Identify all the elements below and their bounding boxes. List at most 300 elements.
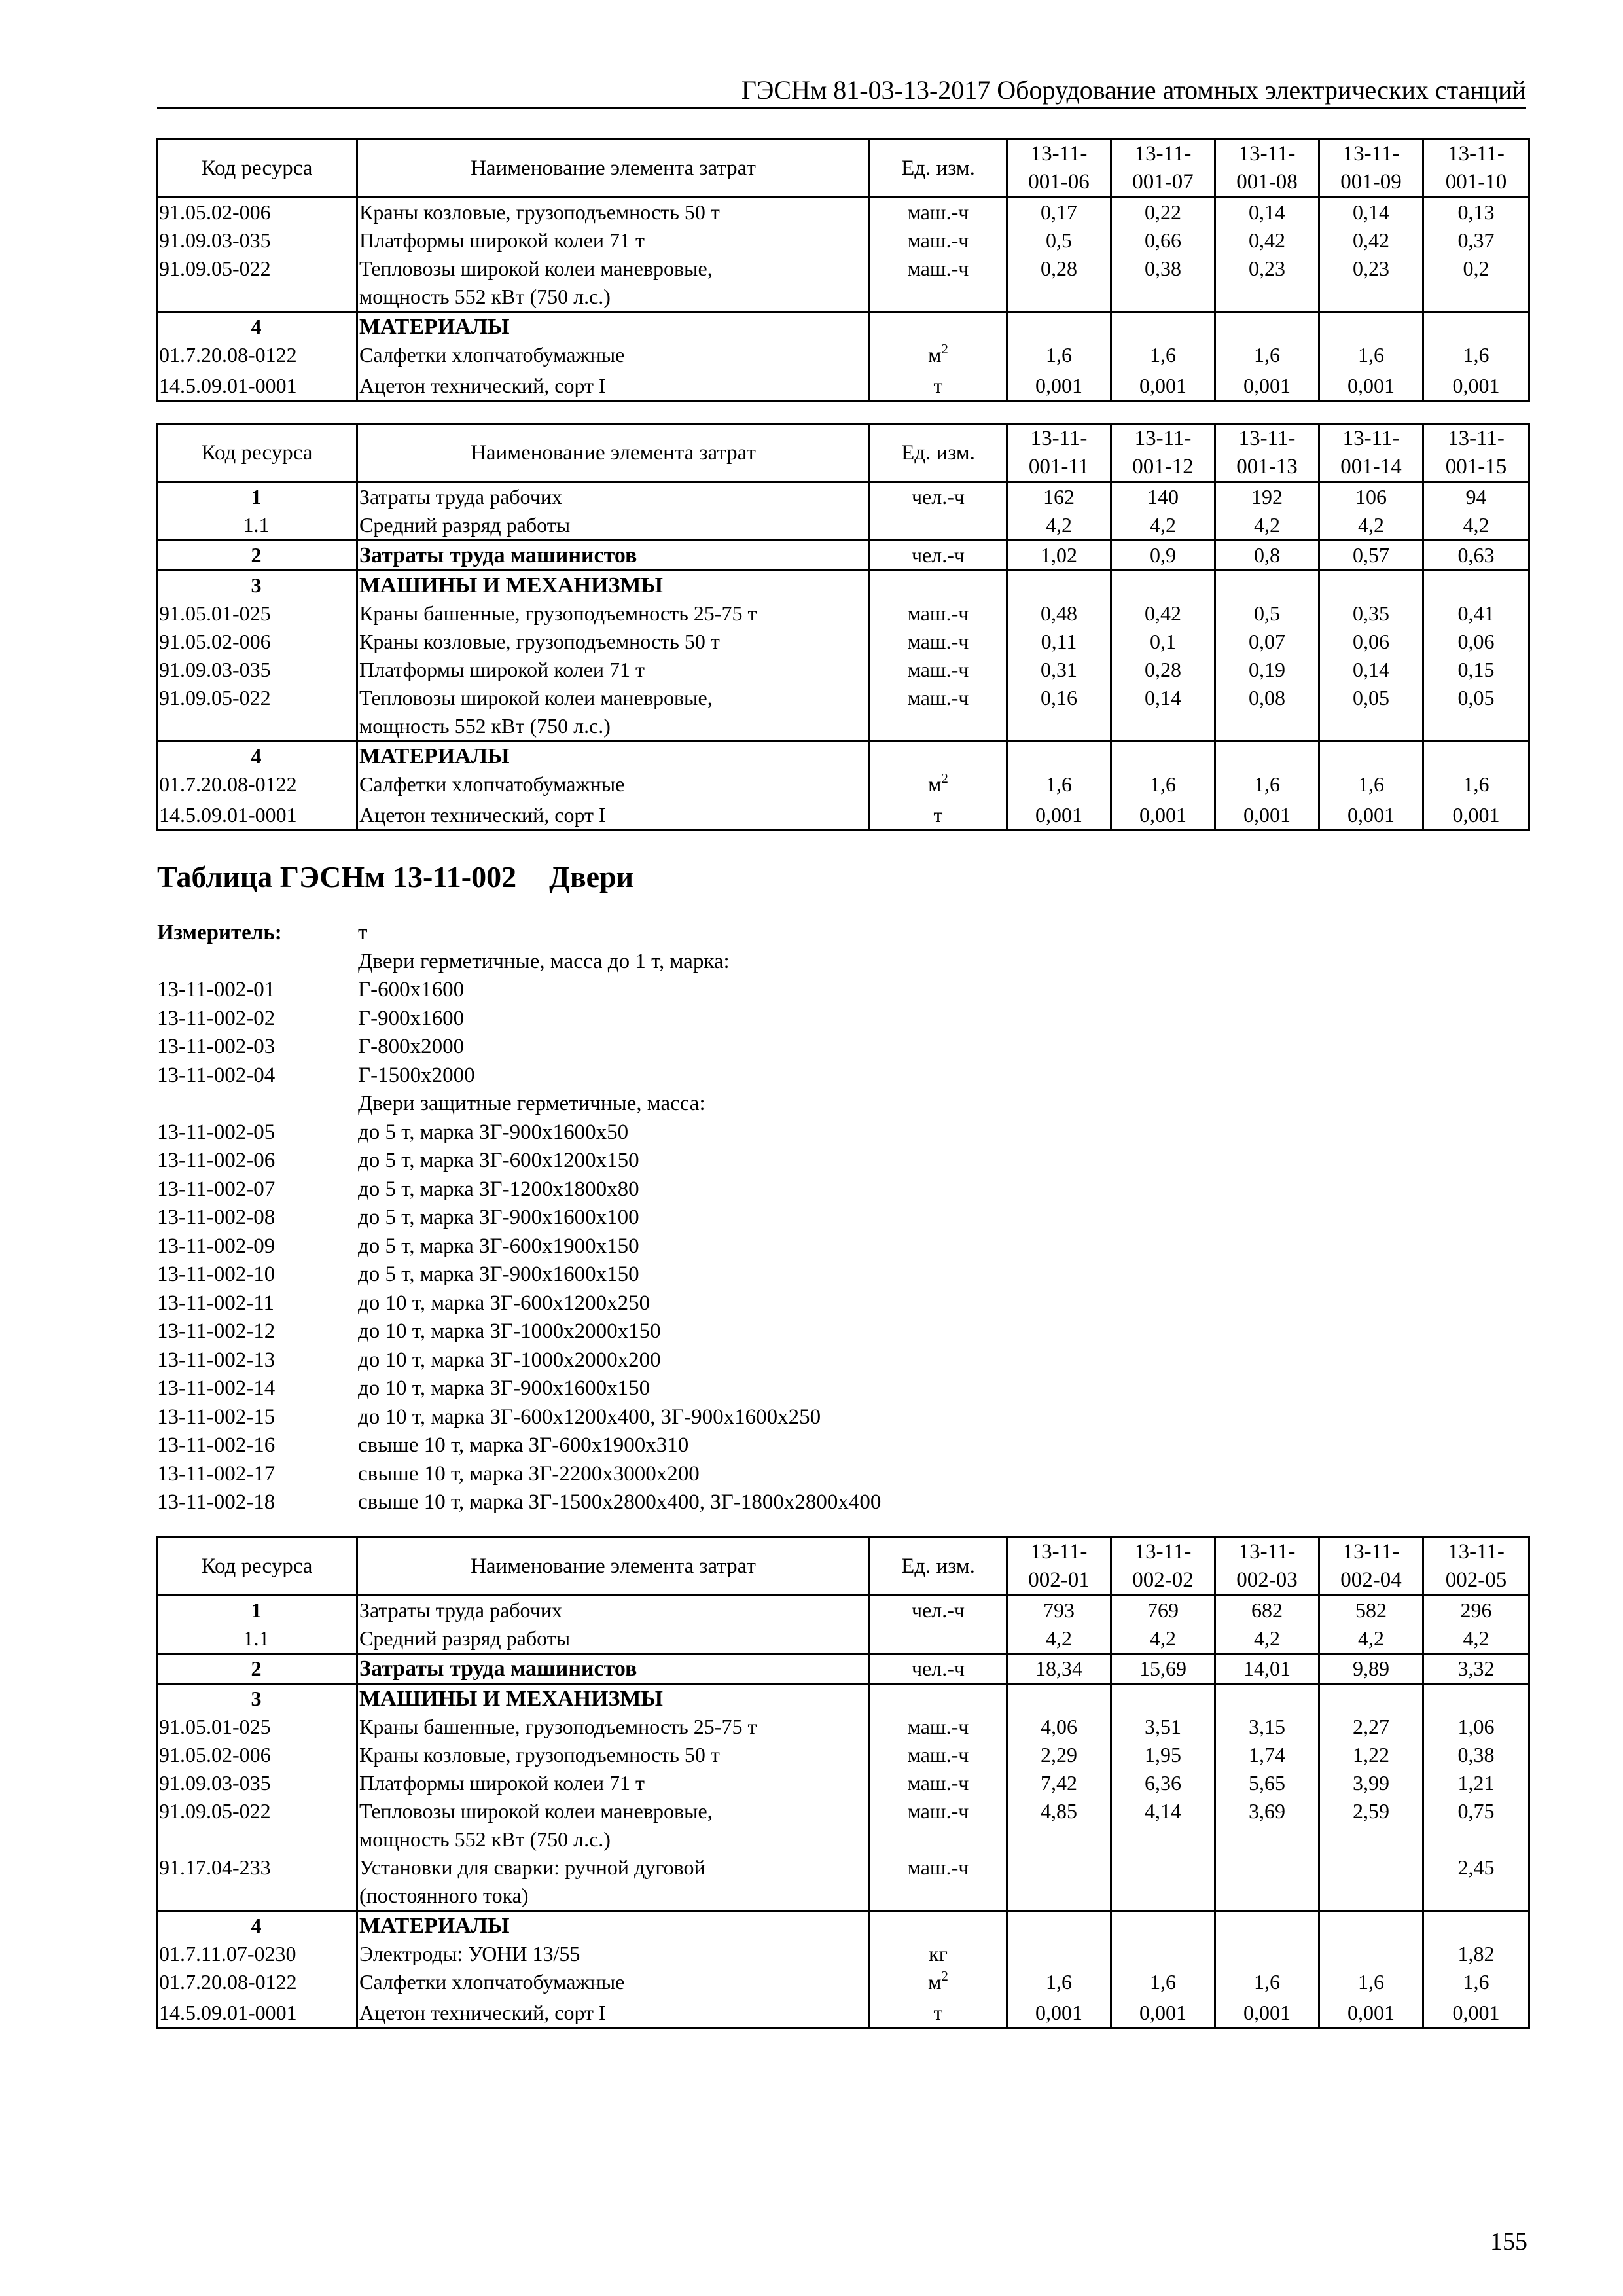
table-row (157, 255, 1529, 312)
value-cell: 0,001 (1423, 1999, 1529, 2028)
meter-item (157, 948, 1139, 977)
meter-label-row (157, 919, 1139, 948)
value-cell (1007, 571, 1111, 600)
resource-table-001-06-10 (156, 138, 1530, 402)
col-header-norm-id: 13-11- 001-06 (1007, 139, 1111, 198)
resource-code: 2 (157, 541, 357, 571)
unit-superscript: 2 (941, 341, 948, 357)
header-row (157, 424, 1529, 482)
value-cell: 1,6 (1319, 1968, 1423, 1999)
value-cell: 1,6 (1423, 341, 1529, 372)
resource-name: Затраты труда машинистов (357, 1654, 870, 1684)
meter-item-code: 13-11-002-01 (157, 978, 276, 1001)
value-cell: 1,74 (1215, 1741, 1319, 1769)
col-header-unit: Ед. изм. (870, 1537, 1007, 1596)
col-header-norm-id: 13-11- 001-10 (1423, 139, 1529, 198)
meter-item-code: 13-11-002-13 (157, 1348, 276, 1372)
value-cell: 0,001 (1111, 801, 1215, 831)
meter-item-text: Г-800х2000 (358, 1035, 465, 1058)
value-cell: 296 (1423, 1596, 1529, 1625)
value-cell: 0,42 (1215, 226, 1319, 255)
value-cell: 0,35 (1319, 600, 1423, 628)
meter-item-text: Двери герметичные, масса до 1 т, марка: (358, 949, 730, 973)
value-cell (1319, 571, 1423, 600)
table-row (157, 1624, 1529, 1654)
value-cell (1319, 1684, 1423, 1713)
value-cell: 4,2 (1423, 1624, 1529, 1654)
meter-list (157, 919, 1139, 1517)
resource-code: 01.7.20.08-0122 (157, 1968, 357, 1999)
value-cell: 1,82 (1423, 1940, 1529, 1968)
table-row (157, 341, 1529, 372)
meter-item-code: 13-11-002-09 (157, 1234, 276, 1258)
table-row (157, 1999, 1529, 2028)
value-cell: 1,22 (1319, 1741, 1423, 1769)
table-row (157, 198, 1529, 227)
meter-item-code: 13-11-002-08 (157, 1206, 276, 1229)
col-header-norm-id: 13-11- 002-01 (1007, 1537, 1111, 1596)
table-row (157, 628, 1529, 656)
meter-item (157, 1346, 1139, 1375)
unit-cell: маш.-ч (870, 656, 1007, 684)
meter-item-code: 13-11-002-14 (157, 1376, 276, 1400)
value-cell: 1,6 (1007, 341, 1111, 372)
table-row (157, 684, 1529, 742)
value-cell: 192 (1215, 482, 1319, 512)
table-row (157, 1654, 1529, 1684)
meter-item-code: 13-11-002-07 (157, 1177, 276, 1201)
unit-cell: чел.-ч (870, 482, 1007, 512)
resource-name: Тепловозы широкой колеи маневровые, мощность 552 кВт (750 л.с.) (357, 255, 870, 312)
value-cell: 0,19 (1215, 656, 1319, 684)
value-cell: 0,8 (1215, 541, 1319, 571)
meter-item (157, 1431, 1139, 1460)
value-cell: 0,001 (1007, 372, 1111, 401)
value-cell (1111, 742, 1215, 771)
meter-label: Измеритель: (157, 921, 282, 944)
resource-name: Платформы широкой колеи 71 т (357, 1769, 870, 1797)
section-name: МАТЕРИАЛЫ (357, 1911, 870, 1941)
resource-code: 91.17.04-233 (157, 1854, 357, 1911)
resource-name: Затраты труда рабочих (357, 482, 870, 512)
resource-code: 91.05.01-025 (157, 600, 357, 628)
resource-name: Затраты труда машинистов (357, 541, 870, 571)
unit-cell: кг (870, 1940, 1007, 1968)
meter-item-text: до 5 т, марка ЗГ-900х1600х100 (358, 1206, 639, 1229)
meter-item (157, 1005, 1139, 1033)
table-header (157, 424, 1529, 482)
value-cell: 0,001 (1007, 801, 1111, 831)
unit-cell: $м^2$ (870, 770, 1007, 801)
value-cell: 769 (1111, 1596, 1215, 1625)
value-cell (1111, 1940, 1215, 1968)
meter-item-code: 13-11-002-18 (157, 1490, 276, 1514)
resource-code: 91.09.05-022 (157, 1797, 357, 1854)
value-cell: 0,001 (1423, 372, 1529, 401)
value-cell: 4,85 (1007, 1797, 1111, 1854)
col-header-unit: Ед. изм. (870, 139, 1007, 198)
section-name: МАШИНЫ И МЕХАНИЗМЫ (357, 571, 870, 600)
unit-cell (870, 312, 1007, 342)
value-cell: 4,2 (1319, 511, 1423, 541)
unit-cell: маш.-ч (870, 1741, 1007, 1769)
value-cell: 0,28 (1111, 656, 1215, 684)
value-cell (1007, 742, 1111, 771)
meter-item (157, 1374, 1139, 1403)
meter-item-text: Г-1500х2000 (358, 1063, 475, 1087)
meter-item-text: свыше 10 т, марка ЗГ-2200х3000х200 (358, 1462, 700, 1486)
meter-item-code (157, 1090, 358, 1119)
value-cell: 1,6 (1423, 1968, 1529, 1999)
resource-name: Краны козловые, грузоподъемность 50 т (357, 628, 870, 656)
col-header-norm-id: 13-11- 002-03 (1215, 1537, 1319, 1596)
value-cell: 4,2 (1215, 511, 1319, 541)
table-row (157, 1797, 1529, 1854)
header-row (157, 139, 1529, 198)
resource-name: Тепловозы широкой колеи маневровые, мощность 552 кВт (750 л.с.) (357, 1797, 870, 1854)
table-row (157, 1713, 1529, 1741)
meter-item (157, 1062, 1139, 1090)
value-cell: 582 (1319, 1596, 1423, 1625)
value-cell: 3,15 (1215, 1713, 1319, 1741)
meter-item-code: 13-11-002-04 (157, 1063, 276, 1087)
value-cell: 5,65 (1215, 1769, 1319, 1797)
value-cell: 0,5 (1215, 600, 1319, 628)
table-row (157, 372, 1529, 401)
section-row (157, 571, 1529, 600)
meter-item (157, 1175, 1139, 1204)
value-cell (1423, 1911, 1529, 1941)
section-title-number: Таблица ГЭСНм 13-11-002 (157, 860, 517, 893)
meter-item (157, 1119, 1139, 1147)
meter-item-code: 13-11-002-11 (157, 1291, 275, 1315)
resource-code: 14.5.09.01-0001 (157, 372, 357, 401)
table-row (157, 770, 1529, 801)
value-cell (1215, 742, 1319, 771)
table-row (157, 226, 1529, 255)
value-cell (1007, 1911, 1111, 1941)
value-cell: 4,2 (1215, 1624, 1319, 1654)
col-header-norm-id: 13-11- 001-14 (1319, 424, 1423, 482)
value-cell: 1,6 (1423, 770, 1529, 801)
resource-code: 14.5.09.01-0001 (157, 1999, 357, 2028)
table-header (157, 139, 1529, 198)
resource-name: Салфетки хлопчатобумажные (357, 341, 870, 372)
value-cell (1319, 1940, 1423, 1968)
value-cell: 1,6 (1215, 770, 1319, 801)
value-cell (1007, 1940, 1111, 1968)
value-cell: 4,2 (1111, 1624, 1215, 1654)
meter-item (157, 1289, 1139, 1318)
unit-cell: маш.-ч (870, 628, 1007, 656)
col-header-code: Код ресурса (157, 139, 357, 198)
resource-name: Средний разряд работы (357, 1624, 870, 1654)
resource-table-001-11-15 (156, 423, 1530, 831)
value-cell (1215, 571, 1319, 600)
value-cell: 0,05 (1423, 684, 1529, 742)
resource-code: 01.7.20.08-0122 (157, 341, 357, 372)
value-cell: 0,001 (1319, 1999, 1423, 2028)
value-cell: 1,6 (1111, 1968, 1215, 1999)
meter-item-text: до 10 т, марка ЗГ-900х1600х150 (358, 1376, 651, 1400)
table-row (157, 482, 1529, 512)
unit-cell: $м^2$ (870, 341, 1007, 372)
meter-item-text: Г-600х1600 (358, 978, 465, 1001)
value-cell: 0,14 (1319, 656, 1423, 684)
value-cell: 9,89 (1319, 1654, 1423, 1684)
value-cell: 0,22 (1111, 198, 1215, 227)
value-cell: 0,9 (1111, 541, 1215, 571)
value-cell: 1,6 (1111, 770, 1215, 801)
section-name: МАТЕРИАЛЫ (357, 312, 870, 342)
value-cell: 4,2 (1111, 511, 1215, 541)
unit-cell: т (870, 801, 1007, 831)
meter-item (157, 1232, 1139, 1261)
unit-cell (870, 1684, 1007, 1713)
value-cell: 0,05 (1319, 684, 1423, 742)
unit-cell: маш.-ч (870, 255, 1007, 312)
meter-item-text: до 5 т, марка ЗГ-600х1200х150 (358, 1149, 639, 1172)
value-cell: 1,06 (1423, 1713, 1529, 1741)
table-row (157, 1854, 1529, 1911)
resource-code: 91.09.05-022 (157, 684, 357, 742)
resource-name: Салфетки хлопчатобумажные (357, 1968, 870, 1999)
col-header-norm-id: 13-11- 002-05 (1423, 1537, 1529, 1596)
value-cell (1007, 312, 1111, 342)
value-cell: 4,2 (1007, 1624, 1111, 1654)
value-cell (1111, 1684, 1215, 1713)
col-header-norm-id: 13-11- 002-04 (1319, 1537, 1423, 1596)
value-cell: 0,28 (1007, 255, 1111, 312)
resource-name: Платформы широкой колеи 71 т (357, 226, 870, 255)
resource-code: 91.05.02-006 (157, 628, 357, 656)
resource-name: Тепловозы широкой колеи маневровые, мощность 552 кВт (750 л.с.) (357, 684, 870, 742)
meter-item (157, 1090, 1139, 1119)
resource-table-002-01-05 (156, 1536, 1530, 2029)
resource-name: Краны козловые, грузоподъемность 50 т (357, 1741, 870, 1769)
resource-name: Ацетон технический, сорт I (357, 372, 870, 401)
resource-name: Краны башенные, грузоподъемность 25-75 т (357, 1713, 870, 1741)
unit-cell: маш.-ч (870, 198, 1007, 227)
value-cell: 0,001 (1007, 1999, 1111, 2028)
value-cell: 1,02 (1007, 541, 1111, 571)
value-cell: 1,6 (1319, 341, 1423, 372)
unit-cell: маш.-ч (870, 1769, 1007, 1797)
value-cell: 0,001 (1319, 372, 1423, 401)
unit-cell: маш.-ч (870, 600, 1007, 628)
resource-code: 4 (157, 1911, 357, 1941)
value-cell: 0,14 (1111, 684, 1215, 742)
section-name: МАШИНЫ И МЕХАНИЗМЫ (357, 1684, 870, 1713)
value-cell: 0,07 (1215, 628, 1319, 656)
value-cell: 3,69 (1215, 1797, 1319, 1854)
resource-code: 01.7.20.08-0122 (157, 770, 357, 801)
table-row (157, 801, 1529, 831)
col-header-name: Наименование элемента затрат (357, 139, 870, 198)
meter-item-code: 13-11-002-03 (157, 1035, 276, 1058)
resource-code: 1.1 (157, 511, 357, 541)
meter-item-text: до 5 т, марка ЗГ-600х1900х150 (358, 1234, 639, 1258)
value-cell: 0,41 (1423, 600, 1529, 628)
value-cell (1423, 571, 1529, 600)
value-cell (1215, 1684, 1319, 1713)
value-cell (1423, 1684, 1529, 1713)
value-cell (1215, 312, 1319, 342)
value-cell: 0,06 (1319, 628, 1423, 656)
col-header-norm-id: 13-11- 001-08 (1215, 139, 1319, 198)
value-cell: 1,6 (1215, 341, 1319, 372)
value-cell: 0,16 (1007, 684, 1111, 742)
value-cell: 140 (1111, 482, 1215, 512)
page-number: 155 (1490, 2228, 1527, 2255)
col-header-norm-id: 13-11- 001-07 (1111, 139, 1215, 198)
value-cell: 2,27 (1319, 1713, 1423, 1741)
value-cell: 0,2 (1423, 255, 1529, 312)
col-header-norm-id: 13-11- 002-02 (1111, 1537, 1215, 1596)
unit-cell: т (870, 1999, 1007, 2028)
col-header-norm-id: 13-11- 001-15 (1423, 424, 1529, 482)
value-cell: 1,95 (1111, 1741, 1215, 1769)
resource-code: 3 (157, 1684, 357, 1713)
resource-code: 91.09.03-035 (157, 656, 357, 684)
value-cell: 3,99 (1319, 1769, 1423, 1797)
value-cell (1215, 1854, 1319, 1911)
meter-item-code: 13-11-002-02 (157, 1006, 276, 1030)
meter-item-code: 13-11-002-10 (157, 1263, 276, 1286)
meter-item (157, 1033, 1139, 1062)
value-cell: 0,15 (1423, 656, 1529, 684)
col-header-code: Код ресурса (157, 424, 357, 482)
col-header-name: Наименование элемента затрат (357, 1537, 870, 1596)
value-cell: 2,45 (1423, 1854, 1529, 1911)
meter-item (157, 1403, 1139, 1432)
col-header-unit: Ед. изм. (870, 424, 1007, 482)
value-cell: 0,17 (1007, 198, 1111, 227)
value-cell: 0,001 (1215, 372, 1319, 401)
value-cell (1111, 571, 1215, 600)
value-cell: 4,06 (1007, 1713, 1111, 1741)
running-header: ГЭСНм 81-03-13-2017 Оборудование атомных электрических станций (741, 75, 1526, 105)
section-name: МАТЕРИАЛЫ (357, 742, 870, 771)
meter-item (157, 1460, 1139, 1489)
meter-item-code: 13-11-002-17 (157, 1462, 276, 1486)
value-cell (1319, 312, 1423, 342)
meter-item-code (157, 948, 358, 977)
resource-name: Ацетон технический, сорт I (357, 801, 870, 831)
value-cell: 0,001 (1423, 801, 1529, 831)
section-row (157, 312, 1529, 342)
resource-code: 91.05.01-025 (157, 1713, 357, 1741)
value-cell (1007, 1854, 1111, 1911)
resource-name: Краны козловые, грузоподъемность 50 т (357, 198, 870, 227)
resource-name: Краны башенные, грузоподъемность 25-75 т (357, 600, 870, 628)
value-cell: 0,48 (1007, 600, 1111, 628)
unit-cell (870, 1911, 1007, 1941)
unit-cell: чел.-ч (870, 1654, 1007, 1684)
resource-code: 91.05.02-006 (157, 198, 357, 227)
meter-item-code: 13-11-002-12 (157, 1319, 276, 1343)
unit-cell: маш.-ч (870, 684, 1007, 742)
meter-item (157, 1488, 1139, 1517)
value-cell (1423, 742, 1529, 771)
section-title (157, 857, 633, 897)
section-title-name: Двери (549, 860, 634, 893)
unit-cell: т (870, 372, 1007, 401)
value-cell: 0,37 (1423, 226, 1529, 255)
section-row (157, 1684, 1529, 1713)
table-row (157, 511, 1529, 541)
value-cell: 1,6 (1215, 1968, 1319, 1999)
value-cell (1007, 1684, 1111, 1713)
value-cell (1111, 1911, 1215, 1941)
col-header-name: Наименование элемента затрат (357, 424, 870, 482)
col-header-norm-id: 13-11- 001-13 (1215, 424, 1319, 482)
value-cell: 0,08 (1215, 684, 1319, 742)
value-cell: 106 (1319, 482, 1423, 512)
value-cell: 0,66 (1111, 226, 1215, 255)
value-cell: 0,001 (1215, 801, 1319, 831)
resource-code: 4 (157, 312, 357, 342)
meter-item-code: 13-11-002-05 (157, 1120, 276, 1144)
table-row (157, 541, 1529, 571)
table-header (157, 1537, 1529, 1596)
unit-cell: чел.-ч (870, 1596, 1007, 1625)
table-row (157, 656, 1529, 684)
resource-name: Платформы широкой колеи 71 т (357, 656, 870, 684)
value-cell: 94 (1423, 482, 1529, 512)
value-cell (1423, 312, 1529, 342)
value-cell: 0,23 (1319, 255, 1423, 312)
resource-code: 91.09.05-022 (157, 255, 357, 312)
meter-item (157, 1204, 1139, 1232)
value-cell: 4,2 (1007, 511, 1111, 541)
value-cell: 0,06 (1423, 628, 1529, 656)
value-cell: 0,001 (1111, 1999, 1215, 2028)
value-cell (1111, 312, 1215, 342)
unit-cell (870, 742, 1007, 771)
unit-cell: маш.-ч (870, 1797, 1007, 1854)
value-cell: 7,42 (1007, 1769, 1111, 1797)
value-cell (1319, 1854, 1423, 1911)
header-rule (157, 107, 1526, 109)
meter-item (157, 976, 1139, 1005)
value-cell: 0,23 (1215, 255, 1319, 312)
value-cell: 15,69 (1111, 1654, 1215, 1684)
value-cell: 3,32 (1423, 1654, 1529, 1684)
value-cell: 0,14 (1319, 198, 1423, 227)
resource-code: 1 (157, 1596, 357, 1625)
table-row (157, 600, 1529, 628)
header-row (157, 1537, 1529, 1596)
resource-code: 14.5.09.01-0001 (157, 801, 357, 831)
value-cell: 0,42 (1111, 600, 1215, 628)
table-row (157, 1968, 1529, 1999)
value-cell: 3,51 (1111, 1713, 1215, 1741)
unit-cell: маш.-ч (870, 1854, 1007, 1911)
table-body (157, 198, 1529, 401)
value-cell: 2,29 (1007, 1741, 1111, 1769)
resource-code: 91.09.03-035 (157, 1769, 357, 1797)
resource-code: 91.05.02-006 (157, 1741, 357, 1769)
unit-superscript: 2 (941, 770, 948, 786)
resource-name: Средний разряд работы (357, 511, 870, 541)
value-cell: 0,14 (1215, 198, 1319, 227)
meter-item-text: Двери защитные герметичные, масса: (358, 1092, 705, 1115)
resource-name: Салфетки хлопчатобумажные (357, 770, 870, 801)
value-cell: 0,11 (1007, 628, 1111, 656)
value-cell: 1,6 (1007, 770, 1111, 801)
value-cell (1319, 1911, 1423, 1941)
